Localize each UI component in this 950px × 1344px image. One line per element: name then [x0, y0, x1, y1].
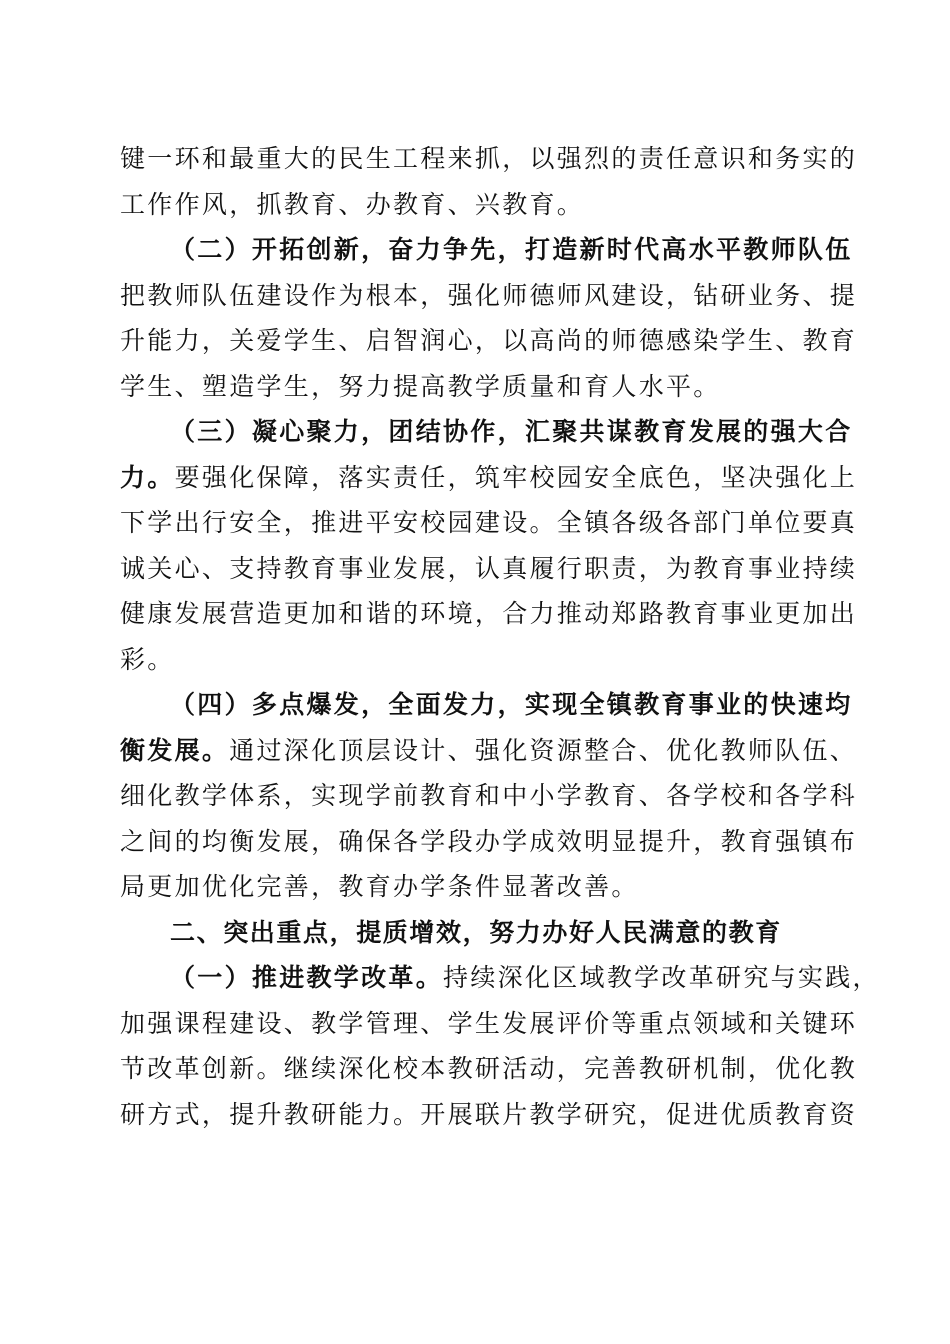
subsection-title: （四）多点爆发，全面发力，实现全镇教育事业的快速均: [170, 690, 853, 719]
body-text-line: 健康发展营造更加和谐的环境，合力推动郑路教育事业更加出: [120, 599, 858, 628]
subsection-title-end: 力。: [120, 462, 175, 492]
body-text-span: 通过深化顶层设计、强化资源整合、优化教师队伍、: [229, 735, 858, 765]
body-text-line: 升能力，关爱学生、启智润心，以高尚的师德感染学生、教育: [120, 326, 858, 355]
body-text-line: 下学出行安全，推进平安校园建设。全镇各级各部门单位要真: [120, 508, 858, 537]
body-text-line: 诚关心、支持教育事业发展，认真履行职责，为教育事业持续: [120, 553, 858, 583]
subsection-title: （一）推进教学改革。: [170, 963, 444, 992]
body-text-line: 加强课程建设、教学管理、学生发展评价等重点领域和关键环: [120, 1008, 858, 1038]
body-text-line: 节改革创新。继续深化校本教研活动，完善教研机制，优化教: [120, 1054, 858, 1083]
section-heading: 二、突出重点，提质增效，努力办好人民满意的教育: [170, 917, 782, 947]
body-text-line: 局更加优化完善，教育办学条件显著改善。: [120, 872, 639, 901]
body-text-line: 把教师队伍建设作为根本，强化师德师风建设，钻研业务、提: [120, 280, 858, 310]
body-text-line: 工作作风，抓教育、办教育、兴教育。: [120, 189, 585, 219]
body-text-line: [120, 955, 880, 1001]
body-text-line: [120, 455, 858, 501]
subsection-title-end: 衡发展。: [120, 735, 230, 765]
body-text-line: 彩。: [120, 644, 175, 674]
body-text-span: 持续深化区域教学改革研究与实践，: [443, 963, 880, 992]
body-text-line: 研方式，提升教研能力。开展联片教学研究，促进优质教育资: [120, 1099, 858, 1129]
subsection-title: （二）开拓创新，奋力争先，打造新时代高水平教师队伍: [170, 235, 853, 264]
subsection-title: （三）凝心聚力，团结协作，汇聚共谋教育发展的强大合: [170, 417, 853, 446]
body-text-line: [120, 728, 858, 774]
body-text-line: 学生、塑造学生，努力提高教学质量和育人水平。: [120, 371, 721, 401]
body-text-line: 键一环和最重大的民生工程来抓，以强烈的责任意识和务实的: [120, 144, 858, 173]
body-text-span: 要强化保障，落实责任，筑牢校园安全底色，坚决强化上: [174, 462, 858, 492]
document-page: [120, 136, 880, 1137]
body-text-line: 之间的均衡发展，确保各学段办学成效明显提升，教育强镇布: [120, 826, 858, 856]
body-text-line: 细化教学体系，实现学前教育和中小学教育、各学校和各学科: [120, 781, 858, 810]
